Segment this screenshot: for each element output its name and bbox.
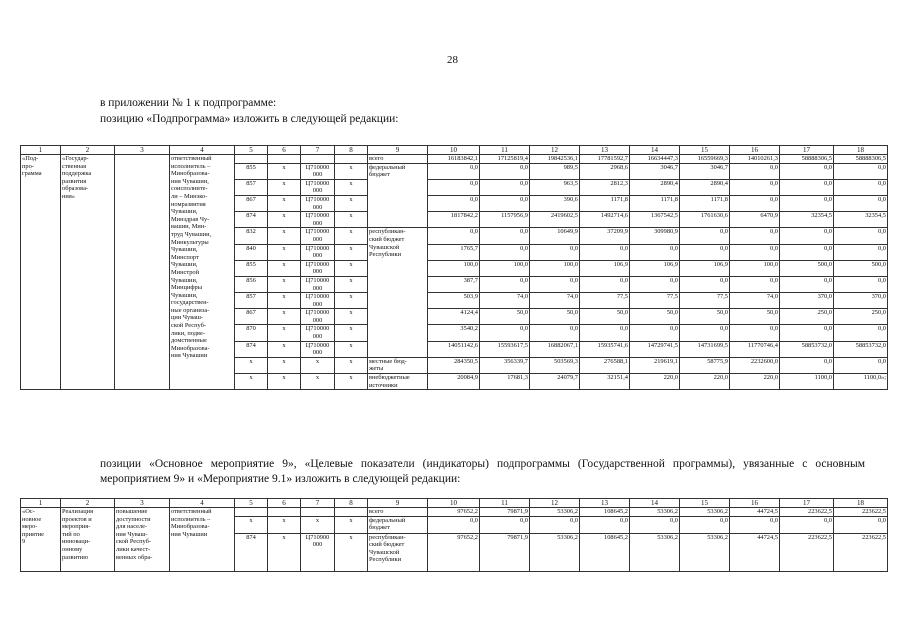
value-cell: 503569,3 xyxy=(530,357,580,373)
rzpr-cell: x xyxy=(268,374,301,390)
value-cell: 500,0 xyxy=(834,260,888,276)
value-cell: 0,0 xyxy=(530,516,580,533)
csr-cell: Ц710000 000 xyxy=(301,244,335,260)
value-cell: 0,0 xyxy=(630,244,680,260)
value-cell: 0,0 xyxy=(834,325,888,341)
value-cell: 220,0 xyxy=(680,374,730,390)
column-header: 10 xyxy=(428,499,480,508)
value-cell: 0,0 xyxy=(480,516,530,533)
value-cell: 17681,3 xyxy=(480,374,530,390)
value-cell: 250,0 xyxy=(834,309,888,325)
csr-cell: x xyxy=(301,516,335,533)
column-header: 1 xyxy=(21,146,61,155)
value-cell: 0,0 xyxy=(630,516,680,533)
vr-cell: x xyxy=(335,293,368,309)
grbs-cell: 874 xyxy=(235,212,268,228)
column-header: 3 xyxy=(115,499,170,508)
value-cell: 50,0 xyxy=(680,309,730,325)
vr-cell: x xyxy=(335,179,368,195)
value-cell: 0,0 xyxy=(780,516,834,533)
value-cell: 53306,2 xyxy=(630,533,680,571)
column-header: 14 xyxy=(630,499,680,508)
vr-cell xyxy=(335,508,368,517)
value-cell: 0,0 xyxy=(780,276,834,292)
column-header: 5 xyxy=(235,499,268,508)
value-cell: 1171,8 xyxy=(630,195,680,211)
grbs-cell: 840 xyxy=(235,244,268,260)
value-cell: 503,9 xyxy=(428,293,480,309)
value-cell: 0,0 xyxy=(580,516,630,533)
funding-source-cell: всего xyxy=(368,155,428,164)
vr-cell: x xyxy=(335,533,368,571)
column-header: 6 xyxy=(268,499,301,508)
column-header: 18 xyxy=(834,499,888,508)
value-cell: 100,0 xyxy=(730,260,780,276)
column-header: 8 xyxy=(335,146,368,155)
value-cell: 0,0 xyxy=(580,325,630,341)
column-header: 18 xyxy=(834,146,888,155)
value-cell: 100,0 xyxy=(530,260,580,276)
column-header: 7 xyxy=(301,146,335,155)
csr-cell: Ц710000 000 xyxy=(301,341,335,357)
value-cell: 0,0 xyxy=(834,357,888,373)
activity-9-table xyxy=(20,498,888,572)
value-cell: 0,0 xyxy=(780,357,834,373)
activity-name-cell: Реализация проектов и мероприя- тий по инноваци- онному развитию xyxy=(61,508,115,572)
csr-cell: Ц710000 000 xyxy=(301,163,335,179)
grbs-cell: 855 xyxy=(235,163,268,179)
value-cell: 0,0 xyxy=(480,325,530,341)
csr-cell: Ц710000 000 xyxy=(301,212,335,228)
value-cell: 1171,8 xyxy=(580,195,630,211)
grbs-cell: 867 xyxy=(235,195,268,211)
csr-cell: Ц710000 000 xyxy=(301,260,335,276)
value-cell: 0,0 xyxy=(428,163,480,179)
value-cell: 250,0 xyxy=(780,309,834,325)
value-cell: 0,0 xyxy=(428,516,480,533)
value-cell: 50,0 xyxy=(530,309,580,325)
value-cell: 3046,7 xyxy=(630,163,680,179)
rzpr-cell: x xyxy=(268,357,301,373)
value-cell: 989,5 xyxy=(530,163,580,179)
value-cell: 74,0 xyxy=(480,293,530,309)
value-cell: 58853732,0 xyxy=(834,341,888,357)
rzpr-cell: x xyxy=(268,212,301,228)
rzpr-cell: x xyxy=(268,516,301,533)
value-cell: 219619,1 xyxy=(630,357,680,373)
value-cell: 0,0 xyxy=(730,179,780,195)
value-cell: 1492714,6 xyxy=(580,212,630,228)
value-cell: 1367542,5 xyxy=(630,212,680,228)
vr-cell: x xyxy=(335,357,368,373)
csr-cell xyxy=(301,155,335,164)
value-cell: 0,0 xyxy=(580,244,630,260)
value-cell: 223622,5 xyxy=(780,508,834,517)
value-cell: 0,0 xyxy=(780,228,834,244)
value-cell: 4124,4 xyxy=(428,309,480,325)
csr-cell: Ц710000 000 xyxy=(301,228,335,244)
csr-cell: x xyxy=(301,374,335,390)
grbs-cell: 832 xyxy=(235,228,268,244)
grbs-cell xyxy=(235,155,268,164)
value-cell: 0,0 xyxy=(834,516,888,533)
value-cell: 0,0 xyxy=(480,228,530,244)
value-cell: 50,0 xyxy=(480,309,530,325)
value-cell: 390,6 xyxy=(530,195,580,211)
column-header: 7 xyxy=(301,499,335,508)
value-cell: 97652,2 xyxy=(428,533,480,571)
column-header: 1 xyxy=(21,499,61,508)
column-header: 15 xyxy=(680,499,730,508)
value-cell: 106,9 xyxy=(580,260,630,276)
table-row xyxy=(21,508,888,517)
value-cell: 74,0 xyxy=(730,293,780,309)
value-cell: 220,0 xyxy=(730,374,780,390)
value-cell: 387,7 xyxy=(428,276,480,292)
intro-line-2: позицию «Подпрограмма» изложить в следующей редакции: xyxy=(100,113,399,125)
value-cell: 77,5 xyxy=(680,293,730,309)
value-cell: 1817842,2 xyxy=(428,212,480,228)
value-cell: 53306,2 xyxy=(680,508,730,517)
grbs-cell: 874 xyxy=(235,533,268,571)
rzpr-cell: x xyxy=(268,533,301,571)
rzpr-cell xyxy=(268,155,301,164)
grbs-cell: 867 xyxy=(235,309,268,325)
program-type-cell: «Под- про- грамма xyxy=(21,155,61,390)
vr-cell xyxy=(335,155,368,164)
column-header: 17 xyxy=(780,499,834,508)
grbs-cell: 855 xyxy=(235,260,268,276)
value-cell: 16559669,3 xyxy=(680,155,730,164)
column-header: 16 xyxy=(730,146,780,155)
column-header: 4 xyxy=(170,499,235,508)
csr-cell: Ц710000 000 xyxy=(301,179,335,195)
value-cell: 0,0 xyxy=(730,228,780,244)
column-header: 12 xyxy=(530,499,580,508)
value-cell: 79871,9 xyxy=(480,533,530,571)
value-cell: 16882067,1 xyxy=(530,341,580,357)
value-cell: 0,0 xyxy=(680,228,730,244)
value-cell: 0,0 xyxy=(834,163,888,179)
value-cell: 1171,8 xyxy=(680,195,730,211)
value-cell: 370,0 xyxy=(834,293,888,309)
column-header: 13 xyxy=(580,499,630,508)
value-cell: 17781592,7 xyxy=(580,155,630,164)
rzpr-cell: x xyxy=(268,325,301,341)
funding-source-cell: внебюджетные источники xyxy=(368,374,428,390)
column-header: 14 xyxy=(630,146,680,155)
value-cell: 0,0 xyxy=(730,163,780,179)
value-cell: 2419602,5 xyxy=(530,212,580,228)
value-cell: 0,0 xyxy=(730,516,780,533)
value-cell: 0,0 xyxy=(428,195,480,211)
value-cell: 44724,5 xyxy=(730,508,780,517)
value-cell: 11770746,4 xyxy=(730,341,780,357)
funding-source-cell: федеральный бюджет xyxy=(368,516,428,533)
page-number: 28 xyxy=(447,54,458,66)
vr-cell: x xyxy=(335,325,368,341)
grbs-cell xyxy=(235,508,268,517)
value-cell: 0,0 xyxy=(428,179,480,195)
value-cell: 100,0 xyxy=(480,260,530,276)
subprogram-table xyxy=(20,145,888,390)
value-cell: 223622,5 xyxy=(834,533,888,571)
value-cell: 309980,9 xyxy=(630,228,680,244)
value-cell: 0,0 xyxy=(630,276,680,292)
value-cell: 223622,5 xyxy=(834,508,888,517)
value-cell: 14051142,6 xyxy=(428,341,480,357)
value-cell: 0,0 xyxy=(530,244,580,260)
executors-cell: ответственный исполнитель – Минобразова- ния Чувашии xyxy=(170,508,235,572)
value-cell: 0,0 xyxy=(834,276,888,292)
value-cell: 0,0 xyxy=(834,179,888,195)
header-row xyxy=(21,146,888,155)
value-cell: 0,0 xyxy=(680,244,730,260)
value-cell: 0,0 xyxy=(780,244,834,260)
value-cell: 220,0 xyxy=(630,374,680,390)
value-cell: 284350,5 xyxy=(428,357,480,373)
value-cell: 37209,9 xyxy=(580,228,630,244)
grbs-cell: 874 xyxy=(235,341,268,357)
column-header: 13 xyxy=(580,146,630,155)
value-cell: 223622,5 xyxy=(780,533,834,571)
rzpr-cell: x xyxy=(268,276,301,292)
value-cell: 14729741,5 xyxy=(630,341,680,357)
vr-cell: x xyxy=(335,260,368,276)
rzpr-cell: x xyxy=(268,179,301,195)
value-cell: 53306,2 xyxy=(530,508,580,517)
value-cell: 97652,2 xyxy=(428,508,480,517)
value-cell: 0,0 xyxy=(730,195,780,211)
value-cell: 0,0 xyxy=(480,195,530,211)
value-cell: 1765,7 xyxy=(428,244,480,260)
funding-source-cell: всего xyxy=(368,508,428,517)
value-cell: 3046,7 xyxy=(680,163,730,179)
vr-cell: x xyxy=(335,516,368,533)
value-cell: 0,0 xyxy=(530,276,580,292)
value-cell: 32354,5 xyxy=(834,212,888,228)
vr-cell: x xyxy=(335,195,368,211)
value-cell: 20084,9 xyxy=(428,374,480,390)
value-cell: 0,0 xyxy=(780,163,834,179)
column-header: 12 xyxy=(530,146,580,155)
header-row xyxy=(21,499,888,508)
value-cell: 100,0 xyxy=(428,260,480,276)
value-cell: 0,0 xyxy=(480,163,530,179)
csr-cell: x xyxy=(301,357,335,373)
column-header: 17 xyxy=(780,146,834,155)
value-cell: 1761630,6 xyxy=(680,212,730,228)
csr-cell: Ц710000 000 xyxy=(301,293,335,309)
value-cell: 53306,2 xyxy=(680,533,730,571)
value-cell: 58775,9 xyxy=(680,357,730,373)
column-header: 16 xyxy=(730,499,780,508)
value-cell: 2968,6 xyxy=(580,163,630,179)
value-cell: 17125819,4 xyxy=(480,155,530,164)
value-cell: 108645,2 xyxy=(580,508,630,517)
column-header: 5 xyxy=(235,146,268,155)
value-cell: 0,0 xyxy=(780,179,834,195)
value-cell: 53306,2 xyxy=(530,533,580,571)
vr-cell: x xyxy=(335,309,368,325)
csr-cell: Ц710000 000 xyxy=(301,195,335,211)
rzpr-cell: x xyxy=(268,293,301,309)
value-cell: 0,0 xyxy=(428,228,480,244)
value-cell: 53306,2 xyxy=(630,508,680,517)
rzpr-cell: x xyxy=(268,195,301,211)
value-cell: 50,0 xyxy=(730,309,780,325)
value-cell: 0,0 xyxy=(834,244,888,260)
value-cell: 14731699,5 xyxy=(680,341,730,357)
grbs-cell: x xyxy=(235,516,268,533)
value-cell: 2232600,0 xyxy=(730,357,780,373)
vr-cell: x xyxy=(335,163,368,179)
grbs-cell: x xyxy=(235,357,268,373)
value-cell: 276588,1 xyxy=(580,357,630,373)
value-cell: 0,0 xyxy=(730,325,780,341)
value-cell: 106,9 xyxy=(630,260,680,276)
value-cell: 0,0 xyxy=(480,179,530,195)
column-header: 9 xyxy=(368,499,428,508)
vr-cell: x xyxy=(335,341,368,357)
value-cell: 0,0 xyxy=(834,195,888,211)
vr-cell: x xyxy=(335,244,368,260)
rzpr-cell: x xyxy=(268,260,301,276)
value-cell: 356339,7 xyxy=(480,357,530,373)
value-cell: 963,5 xyxy=(530,179,580,195)
value-cell: 74,0 xyxy=(530,293,580,309)
vr-cell: x xyxy=(335,228,368,244)
vr-cell: x xyxy=(335,374,368,390)
value-cell: 0,0 xyxy=(730,276,780,292)
csr-cell xyxy=(301,508,335,517)
funding-source-cell: республикан- ский бюджет Чувашской Республики xyxy=(368,228,428,358)
executors-cell: ответственный исполнитель – Минобразова- ния Чувашии, соисполните- ли – Минэко- номразвития Чувашии, Минздрав Чу- вашии, Мин- труд Чувашии, Минкультуры Чувашии, Минспорт Чувашии, Минстрой Чувашии, Минцифры Чувашии, государствен- ные организа- ции Чуваш- ской Респуб- лики, подве- домственные Минобразова- ния Чувашии xyxy=(170,155,235,390)
value-cell: 108645,2 xyxy=(580,533,630,571)
vr-cell: x xyxy=(335,276,368,292)
value-cell: 0,0 xyxy=(580,276,630,292)
value-cell: 15935741,6 xyxy=(580,341,630,357)
value-cell: 0,0 xyxy=(780,325,834,341)
column-header: 4 xyxy=(170,146,235,155)
value-cell: 19842536,1 xyxy=(530,155,580,164)
column-header: 11 xyxy=(480,146,530,155)
value-cell: 50,0 xyxy=(580,309,630,325)
grbs-cell: 857 xyxy=(235,293,268,309)
program-name-cell: «Государ- ственная поддержка развития образова- ния» xyxy=(61,155,115,390)
funding-source-cell: республикан- ский бюджет Чувашской Республики xyxy=(368,533,428,571)
column-header: 2 xyxy=(61,499,115,508)
rzpr-cell: x xyxy=(268,309,301,325)
value-cell: 16183842,1 xyxy=(428,155,480,164)
grbs-cell: 870 xyxy=(235,325,268,341)
value-cell: 0,0 xyxy=(680,276,730,292)
value-cell: 15593617,5 xyxy=(480,341,530,357)
grbs-cell: 857 xyxy=(235,179,268,195)
value-cell: 0,0 xyxy=(780,195,834,211)
value-cell: 2812,3 xyxy=(580,179,630,195)
value-cell: 500,0 xyxy=(780,260,834,276)
grbs-cell: 856 xyxy=(235,276,268,292)
column-header: 6 xyxy=(268,146,301,155)
funding-source-cell: местные бюд- жеты xyxy=(368,357,428,373)
funding-source-cell: федеральный бюджет xyxy=(368,163,428,228)
vr-cell: x xyxy=(335,212,368,228)
value-cell: 1100,0»; xyxy=(834,374,888,390)
rzpr-cell: x xyxy=(268,341,301,357)
value-cell: 0,0 xyxy=(480,244,530,260)
value-cell: 10649,9 xyxy=(530,228,580,244)
value-cell: 2890,4 xyxy=(630,179,680,195)
paragraph-positions: позиции «Основное мероприятие 9», «Целевые показатели (индикаторы) подпрограммы (Государственной программы), увязанные с основным мероприятием 9» и «Мероприятие 9.1» изложить в следующей редакции: xyxy=(100,458,865,485)
rzpr-cell xyxy=(268,508,301,517)
goal-cell xyxy=(115,155,170,390)
goal-cell: повышение доступности для населе- ния Чуваш- ской Респуб- лики качест- венных обра- xyxy=(115,508,170,572)
value-cell: 370,0 xyxy=(780,293,834,309)
grbs-cell: x xyxy=(235,374,268,390)
column-header: 10 xyxy=(428,146,480,155)
intro-line-1: в приложении № 1 к подпрограмме: xyxy=(100,97,277,109)
value-cell: 32151,4 xyxy=(580,374,630,390)
value-cell: 0,0 xyxy=(480,276,530,292)
value-cell: 77,5 xyxy=(580,293,630,309)
column-header: 3 xyxy=(115,146,170,155)
value-cell: 1100,0 xyxy=(780,374,834,390)
value-cell: 0,0 xyxy=(680,516,730,533)
table-row xyxy=(21,155,888,164)
activity-type-cell: «Ос- новное меро- приятие 9 xyxy=(21,508,61,572)
column-header: 11 xyxy=(480,499,530,508)
column-header: 15 xyxy=(680,146,730,155)
value-cell: 44724,5 xyxy=(730,533,780,571)
value-cell: 2890,4 xyxy=(680,179,730,195)
value-cell: 50,0 xyxy=(630,309,680,325)
value-cell: 106,9 xyxy=(680,260,730,276)
value-cell: 3540,2 xyxy=(428,325,480,341)
csr-cell: Ц710000 000 xyxy=(301,309,335,325)
csr-cell: Ц710000 000 xyxy=(301,325,335,341)
value-cell: 58888306,5 xyxy=(834,155,888,164)
csr-cell: Ц710000 000 xyxy=(301,276,335,292)
column-header: 2 xyxy=(61,146,115,155)
value-cell: 79871,9 xyxy=(480,508,530,517)
value-cell: 0,0 xyxy=(834,228,888,244)
value-cell: 6470,9 xyxy=(730,212,780,228)
value-cell: 58853732,0 xyxy=(780,341,834,357)
value-cell: 58888306,5 xyxy=(780,155,834,164)
value-cell: 16634447,3 xyxy=(630,155,680,164)
value-cell: 32354,5 xyxy=(780,212,834,228)
value-cell: 77,5 xyxy=(630,293,680,309)
rzpr-cell: x xyxy=(268,163,301,179)
value-cell: 0,0 xyxy=(680,325,730,341)
value-cell: 0,0 xyxy=(630,325,680,341)
rzpr-cell: x xyxy=(268,228,301,244)
column-header: 8 xyxy=(335,499,368,508)
value-cell: 14010261,3 xyxy=(730,155,780,164)
rzpr-cell: x xyxy=(268,244,301,260)
value-cell: 0,0 xyxy=(730,244,780,260)
csr-cell: Ц710900 000 xyxy=(301,533,335,571)
value-cell: 1157956,9 xyxy=(480,212,530,228)
column-header: 9 xyxy=(368,146,428,155)
value-cell: 0,0 xyxy=(530,325,580,341)
value-cell: 24079,7 xyxy=(530,374,580,390)
